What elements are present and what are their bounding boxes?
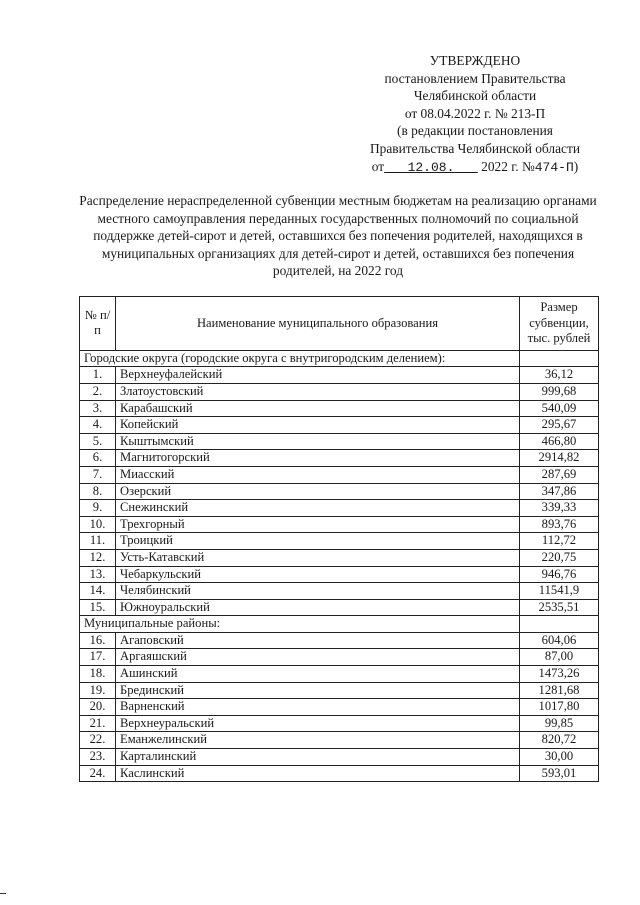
- table-row: [80, 433, 599, 450]
- handwritten-date: 12.08.: [407, 159, 455, 175]
- section-label: Муниципальные районы:: [80, 616, 520, 633]
- section-empty-cell: [520, 616, 599, 633]
- row-number: 20.: [80, 699, 116, 716]
- row-name: Златоустовский: [116, 383, 520, 400]
- row-number: 13.: [80, 566, 116, 583]
- row-value: 287,69: [520, 466, 599, 483]
- row-number: 7.: [80, 466, 116, 483]
- table-row: [80, 400, 599, 417]
- approval-title: УТВЕРЖДЕНО: [429, 53, 521, 68]
- row-name: Верхнеуральский: [116, 715, 520, 732]
- row-number: 4.: [80, 417, 116, 434]
- table-row: [80, 417, 599, 434]
- row-number: 1.: [80, 367, 116, 384]
- table-row: [80, 632, 599, 649]
- row-value: 36,12: [520, 367, 599, 384]
- row-number: 15.: [80, 599, 116, 616]
- row-name: Магнитогорский: [116, 450, 520, 467]
- row-name: Варненский: [116, 699, 520, 716]
- row-value: 893,76: [520, 516, 599, 533]
- table-row: [80, 715, 599, 732]
- header-amount: Размер субвенции, тыс. рублей: [520, 297, 599, 351]
- row-number: 19.: [80, 682, 116, 699]
- row-value: 1281,68: [520, 682, 599, 699]
- row-number: 10.: [80, 516, 116, 533]
- table-section-row: [80, 616, 599, 633]
- approval-year: 2022 г. №: [481, 158, 535, 174]
- row-value: 87,00: [520, 649, 599, 666]
- row-number: 22.: [80, 732, 116, 749]
- row-number: 2.: [80, 383, 116, 400]
- row-number: 5.: [80, 433, 116, 450]
- subvention-table: [79, 296, 599, 782]
- row-value: 540,09: [520, 400, 599, 417]
- table-row: [80, 466, 599, 483]
- row-name: Верхнеуфалейский: [116, 367, 520, 384]
- row-value: 295,67: [520, 417, 599, 434]
- table-row: [80, 383, 599, 400]
- table-row: [80, 682, 599, 699]
- row-value: 99,85: [520, 715, 599, 732]
- row-value: 112,72: [520, 533, 599, 550]
- row-name: Кыштымский: [116, 433, 520, 450]
- approval-ot: от: [371, 158, 385, 174]
- row-name: Южноуральский: [116, 599, 520, 616]
- row-number: 11.: [80, 533, 116, 550]
- row-name: Карталинский: [116, 749, 520, 766]
- row-number: 8.: [80, 483, 116, 500]
- table-row: [80, 666, 599, 683]
- section-label: Городские округа (городские округа с внутригородским делением):: [80, 350, 520, 367]
- row-number: 14.: [80, 583, 116, 600]
- row-number: 23.: [80, 749, 116, 766]
- table-section-row: [80, 350, 599, 367]
- row-name: Усть-Катавский: [116, 549, 520, 566]
- row-name: Троицкий: [116, 533, 520, 550]
- row-name: Копейский: [116, 417, 520, 434]
- row-value: 1473,26: [520, 666, 599, 683]
- row-name: Челябинский: [116, 583, 520, 600]
- table-row: [80, 367, 599, 384]
- row-name: Аргаяшский: [116, 649, 520, 666]
- row-name: Агаповский: [116, 632, 520, 649]
- row-name: Ашинский: [116, 666, 520, 683]
- row-number: 18.: [80, 666, 116, 683]
- approval-line-1: постановлением Правительства: [384, 70, 566, 86]
- row-value: 999,68: [520, 383, 599, 400]
- approval-stamp: [330, 52, 620, 176]
- table-row: [80, 450, 599, 467]
- approval-line-6: от 12.08. 2022 г. №474-П): [371, 158, 579, 175]
- row-value: 347,86: [520, 483, 599, 500]
- row-value: 2914,82: [520, 450, 599, 467]
- table-row: [80, 516, 599, 533]
- row-name: Брединский: [116, 682, 520, 699]
- row-number: 3.: [80, 400, 116, 417]
- header-number: № п/п: [80, 297, 116, 351]
- row-number: 21.: [80, 715, 116, 732]
- approval-line-2: Челябинской области: [413, 88, 537, 104]
- row-number: 16.: [80, 632, 116, 649]
- row-name: Озерский: [116, 483, 520, 500]
- table-row: [80, 583, 599, 600]
- row-number: 24.: [80, 765, 116, 782]
- row-name: Чебаркульский: [116, 566, 520, 583]
- row-value: 466,80: [520, 433, 599, 450]
- row-value: 1017,80: [520, 699, 599, 716]
- document-title: Распределение нераспределенной субвенции местным бюджетам на реализацию органами местного самоуправления переданных государственных полномочий по социальной поддержке детей-сирот и детей, оставшихся без попечения родителей, находящихся в муниципальных организациях для детей-сирот и детей, оставшихся без попечения родителей, на 2022 год: [79, 193, 597, 279]
- row-number: 12.: [80, 549, 116, 566]
- row-value: 339,33: [520, 500, 599, 517]
- row-name: Трехгорный: [116, 516, 520, 533]
- row-value: 220,75: [520, 549, 599, 566]
- row-value: 2535,51: [520, 599, 599, 616]
- table-row: [80, 699, 599, 716]
- row-name: Миасский: [116, 466, 520, 483]
- page-edge-mark: [0, 893, 6, 894]
- handwritten-number: 474-П: [534, 159, 574, 175]
- row-name: Снежинский: [116, 500, 520, 517]
- table-row: [80, 732, 599, 749]
- row-number: 9.: [80, 500, 116, 517]
- row-number: 17.: [80, 649, 116, 666]
- section-empty-cell: [520, 350, 599, 367]
- table-body: [80, 350, 599, 781]
- row-value: 593,01: [520, 765, 599, 782]
- row-value: 11541,9: [520, 583, 599, 600]
- row-value: 820,72: [520, 732, 599, 749]
- table-row: [80, 649, 599, 666]
- approval-line-4: (в редакции постановления: [397, 123, 553, 139]
- row-number: 6.: [80, 450, 116, 467]
- table-row: [80, 765, 599, 782]
- approval-line-5: Правительства Челябинской области: [370, 140, 580, 156]
- row-value: 604,06: [520, 632, 599, 649]
- table-row: [80, 599, 599, 616]
- approval-line-3: от 08.04.2022 г. № 213-П: [404, 105, 546, 121]
- header-name: Наименование муниципального образования: [116, 297, 520, 351]
- row-name: Еманжелинский: [116, 732, 520, 749]
- table-row: [80, 549, 599, 566]
- table-row: [80, 566, 599, 583]
- table-row: [80, 483, 599, 500]
- table-header-row: [80, 297, 599, 351]
- row-name: Карабашский: [116, 400, 520, 417]
- table-row: [80, 533, 599, 550]
- table-row: [80, 749, 599, 766]
- row-name: Каслинский: [116, 765, 520, 782]
- row-value: 30,00: [520, 749, 599, 766]
- table-row: [80, 500, 599, 517]
- row-value: 946,76: [520, 566, 599, 583]
